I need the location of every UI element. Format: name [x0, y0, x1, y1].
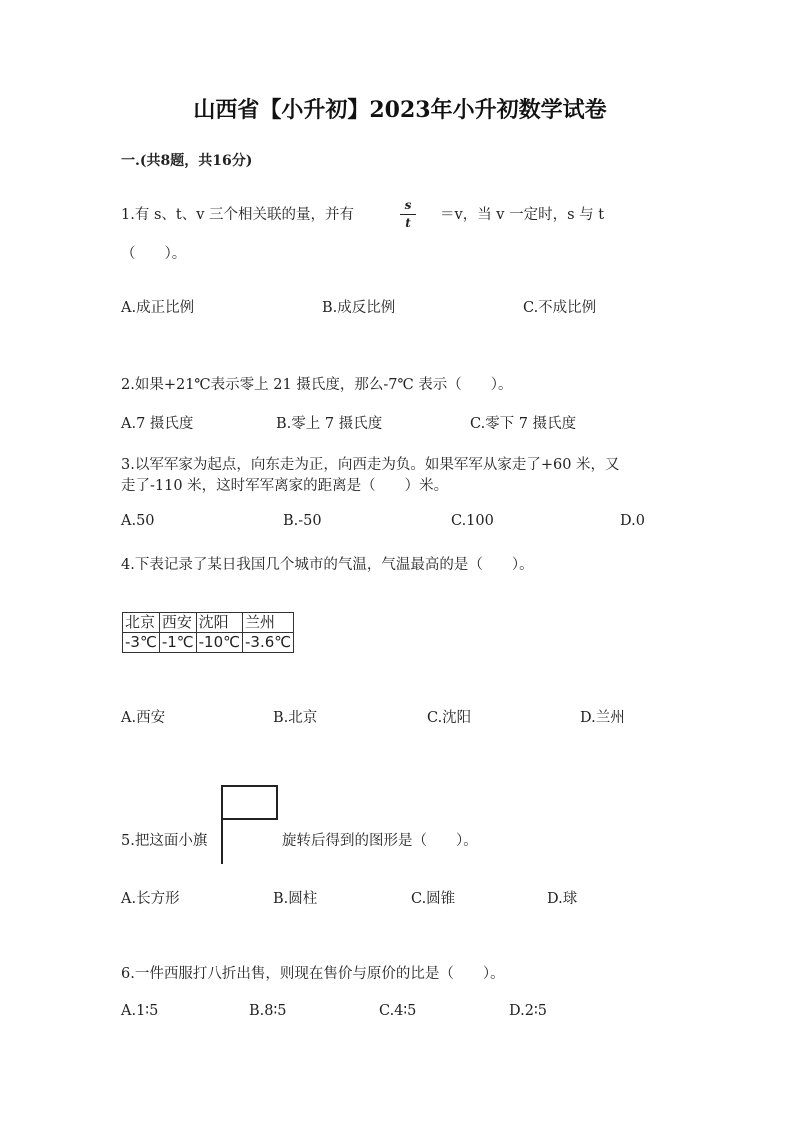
question-3-line-1: 3.以军军家为起点，向东走为正，向西走为负。如果军军从家走了+60 米，又 — [121, 457, 620, 473]
q1-option-c[interactable]: C.不成比例 — [523, 300, 597, 316]
fraction-bar — [400, 214, 416, 215]
q5-option-a[interactable]: A.长方形 — [121, 891, 180, 907]
q5-option-d[interactable]: D.球 — [547, 891, 578, 907]
table-header-cell: 北京 — [123, 613, 160, 633]
question-1-blank: （ ）。 — [121, 246, 187, 262]
table-header-cell: 兰州 — [242, 613, 293, 633]
question-1-text-cont: ＝v，当 v 一定时，s 与 t — [440, 207, 605, 223]
q6-option-b[interactable]: B.8∶5 — [249, 1003, 287, 1019]
q4-option-a[interactable]: A.西安 — [121, 710, 166, 726]
table-cell: -10℃ — [196, 633, 242, 653]
page-title: 山西省【小升初】2023年小升初数学试卷 — [193, 97, 607, 123]
q1-option-a[interactable]: A.成正比例 — [121, 300, 195, 316]
fraction-s-over-t — [400, 199, 416, 230]
flag-figure — [220, 785, 280, 865]
table-cell: -3℃ — [123, 633, 160, 653]
table-header-row — [123, 613, 294, 633]
q2-option-b[interactable]: B.零上 7 摄氏度 — [276, 416, 383, 432]
q3-option-d[interactable]: D.0 — [620, 513, 645, 529]
table-cell: -1℃ — [159, 633, 196, 653]
question-5-text-cont: 旋转后得到的图形是（ ）。 — [282, 833, 478, 849]
q5-option-c[interactable]: C.圆锥 — [411, 891, 456, 907]
q6-option-a[interactable]: A.1∶5 — [121, 1003, 159, 1019]
q3-option-a[interactable]: A.50 — [121, 513, 155, 529]
q6-option-c[interactable]: C.4∶5 — [379, 1003, 417, 1019]
q3-option-c[interactable]: C.100 — [451, 513, 494, 529]
question-1-text: 1.有 s、t、v 三个相关联的量，并有 — [121, 207, 355, 223]
q4-option-b[interactable]: B.北京 — [273, 710, 318, 726]
question-6-text: 6.一件西服打八折出售，则现在售价与原价的比是（ ）。 — [121, 966, 505, 982]
section-heading: 一.(共8题，共16分) — [121, 153, 253, 169]
q5-option-b[interactable]: B.圆柱 — [273, 891, 318, 907]
q2-option-a[interactable]: A.7 摄氏度 — [121, 416, 194, 432]
q2-option-c[interactable]: C.零下 7 摄氏度 — [470, 416, 577, 432]
q4-option-d[interactable]: D.兰州 — [580, 710, 625, 726]
question-5-text: 5.把这面小旗 — [121, 833, 208, 849]
question-3-line-2: 走了-110 米，这时军军离家的距离是（ ）米。 — [121, 478, 449, 494]
table-header-cell: 西安 — [159, 613, 196, 633]
question-4-text: 4.下表记录了某日我国几个城市的气温，气温最高的是（ ）。 — [121, 557, 534, 573]
temperature-table — [122, 612, 294, 653]
q3-option-b[interactable]: B.-50 — [283, 513, 322, 529]
fraction-denominator: t — [405, 216, 411, 230]
table-header-cell: 沈阳 — [196, 613, 242, 633]
table-cell: -3.6℃ — [242, 633, 293, 653]
q1-option-b[interactable]: B.成反比例 — [322, 300, 396, 316]
question-2-text: 2.如果+21℃表示零上 21 摄氏度，那么-7℃ 表示（ ）。 — [121, 377, 513, 393]
table-row — [123, 633, 294, 653]
q4-option-c[interactable]: C.沈阳 — [427, 710, 472, 726]
fraction-numerator: s — [404, 198, 412, 212]
q6-option-d[interactable]: D.2∶5 — [509, 1003, 547, 1019]
